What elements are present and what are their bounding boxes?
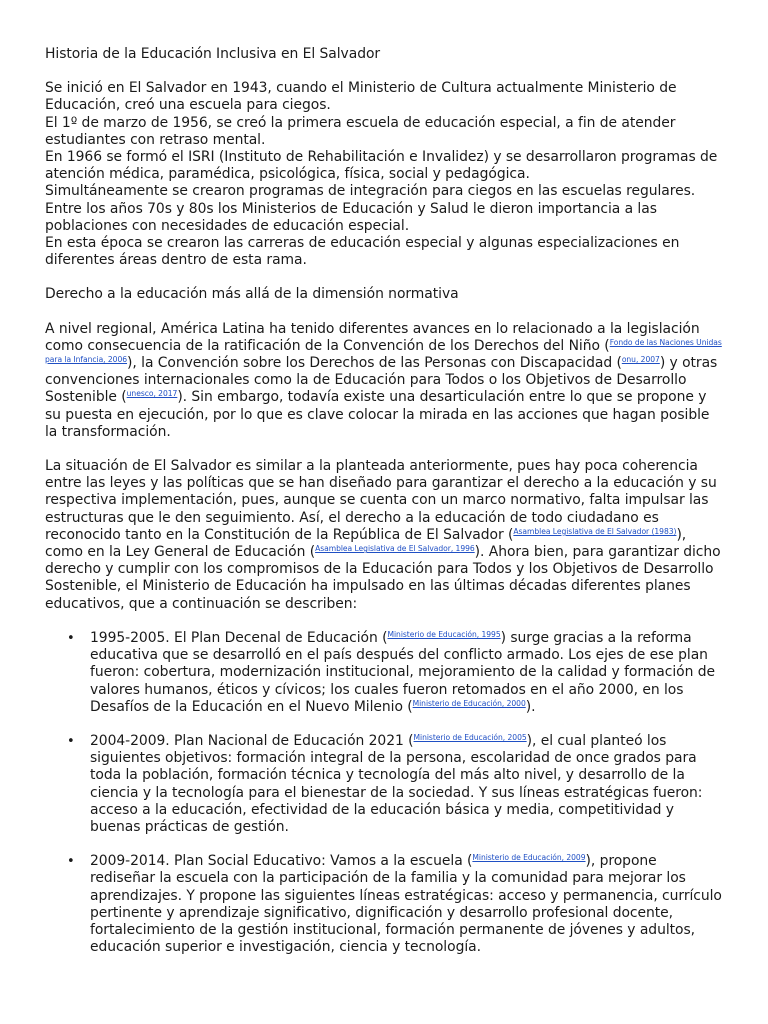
- paragraph-text: La situación de El Salvador es similar a la planteada anteriormente, pues hay poca coherencia entre las leyes y las políticas que se han diseñado para garantizar el derecho a la educación y su respectiva implementación, pues, aunque se cuenta con un marco normativo, falta impulsar las estructuras que le den seguimiento. Así, el derecho a la educación de todo ciudadano es reconocido tanto en la Constitución de la República de El Salvador (: [45, 458, 717, 543]
- spacer: [45, 304, 725, 321]
- paragraph-text: A nivel regional, América Latina ha tenido diferentes avances en lo relacionado a la legislación como consecuencia de la ratificación de la Convención de los Derechos del Niño (: [45, 320, 700, 354]
- paragraph-text: ) y otras convenciones internacionales como la de Educación para Todos o los Objetivos de Desarrollo Sostenible (: [45, 355, 718, 406]
- list-item: [45, 853, 725, 956]
- item-text: ) surge gracias a la reforma educativa que se desarrolló en el país después del conflicto armado. Los ejes de ese plan fueron: cobertura, modernización institucional, mejoramiento de la calidad y formación de valores humanos, éticos y cívicos; los cuales fueron retomados en el año 2000, en los Desafíos de la Educación en el Nuevo Milenio (: [90, 629, 715, 715]
- document-body: [45, 46, 725, 973]
- history-line: El 1º de marzo de 1956, se creó la primera escuela de educación especial, a fin de atender estudiantes con retraso mental.: [45, 114, 676, 148]
- spacer: [45, 613, 725, 630]
- list-item: [45, 630, 725, 716]
- citation-link[interactable]: unesco, 2017: [126, 389, 178, 399]
- item-text: ).: [525, 698, 536, 715]
- paragraph-text: ). Sin embargo, todavía existe una desarticulación entre lo que se propone y su puesta en ejecución, por lo que es clave colocar la mirada en las acciones que hagan posible la transformación.: [45, 389, 710, 440]
- citation-link[interactable]: Ministerio de Educación, 2005: [413, 732, 527, 742]
- spacer: [45, 63, 725, 80]
- citation-link[interactable]: Ministerio de Educación, 2009: [472, 853, 586, 863]
- history-line: Se inició en El Salvador en 1943, cuando el Ministerio de Cultura actualmente Ministerio de Educación, creó una escuela para ciegos.: [45, 80, 677, 114]
- regional-paragraph: [45, 321, 725, 441]
- history-line: Entre los años 70s y 80s los Ministerios de Educación y Salud le dieron importancia a las poblaciones con necesidades de educación especial.: [45, 200, 657, 234]
- salvador-paragraph: [45, 458, 725, 613]
- section-title-history: Historia de la Educación Inclusiva en El Salvador: [45, 46, 381, 62]
- citation-link[interactable]: Asamblea Legislativa de El Salvador, 1996: [315, 544, 475, 554]
- item-text: 2009-2014. Plan Social Educativo: Vamos a la escuela (: [90, 853, 473, 870]
- citation-link[interactable]: Ministerio de Educación, 1995: [387, 629, 501, 639]
- spacer: [45, 441, 725, 458]
- section-title-rights: Derecho a la educación más allá de la dimensión normativa: [45, 286, 459, 303]
- plans-list: [45, 630, 725, 956]
- item-text: ), el cual planteó los siguientes objetivos: formación integral de la persona, escolaridad de once grados para toda la población, formación técnica y tecnología del más alto nivel, y desarrollo de la ciencia y la tecnología para el bienestar de la sociedad. Y sus líneas estratégicas fueron: acceso a la educación, efectividad de la educación básica y media, competitividad y buenas prácticas de gestión.: [90, 732, 703, 835]
- history-line: Simultáneamente se crearon programas de integración para ciegos en las escuelas regulares.: [45, 183, 696, 200]
- paragraph-text: ). Ahora bien, para garantizar dicho derecho y cumplir con los compromisos de la Educación para Todos y los Objetivos de Desarrollo Sostenible, el Ministerio de Educación ha impulsado en las últimas décadas diferentes planes educativos, que a continuación se describen:: [45, 544, 721, 612]
- spacer: [45, 269, 725, 286]
- item-text: 1995-2005. El Plan Decenal de Educación (: [90, 629, 388, 646]
- history-line: En esta época se crearon las carreras de educación especial y algunas especializaciones en diferentes áreas dentro de esta rama.: [45, 235, 680, 269]
- paragraph-text: ), la Convención sobre los Derechos de las Personas con Discapacidad (: [127, 355, 622, 372]
- paragraph-text: ), como en la Ley General de Educación (: [45, 526, 687, 561]
- item-text: ), propone rediseñar la escuela con la participación de la familia y la comunidad para mejorar los aprendizajes. Y propone las siguientes líneas estratégicas: acceso y permanencia, currículo pertinente y aprendizaje significativo, dignificación y desarrollo profesional docente, fortalecimiento de la gestión institucional, formación permanente de jóvenes y adultos, educación superior e investigación, ciencia y tecnología.: [90, 853, 722, 956]
- history-paragraph: [45, 80, 725, 269]
- list-item: [45, 733, 725, 836]
- bullet-icon: •: [67, 854, 75, 870]
- bullet-icon: •: [67, 733, 75, 749]
- item-text: 2004-2009. Plan Nacional de Educación 2021 (: [90, 732, 414, 749]
- citation-link[interactable]: Fondo de las Naciones Unidas para la Infancia, 2006: [45, 337, 722, 365]
- citation-link[interactable]: onu, 2007: [621, 355, 660, 365]
- history-line: En 1966 se formó el ISRI (Instituto de Rehabilitación e Invalidez) y se desarrollaron programas de atención médica, paramédica, psicológica, física, social y pedagógica.: [45, 149, 718, 183]
- bullet-icon: •: [67, 630, 75, 646]
- citation-link[interactable]: Ministerio de Educación, 2000: [412, 698, 526, 708]
- citation-link[interactable]: Asamblea Legislativa de El Salvador (1983): [513, 526, 677, 536]
